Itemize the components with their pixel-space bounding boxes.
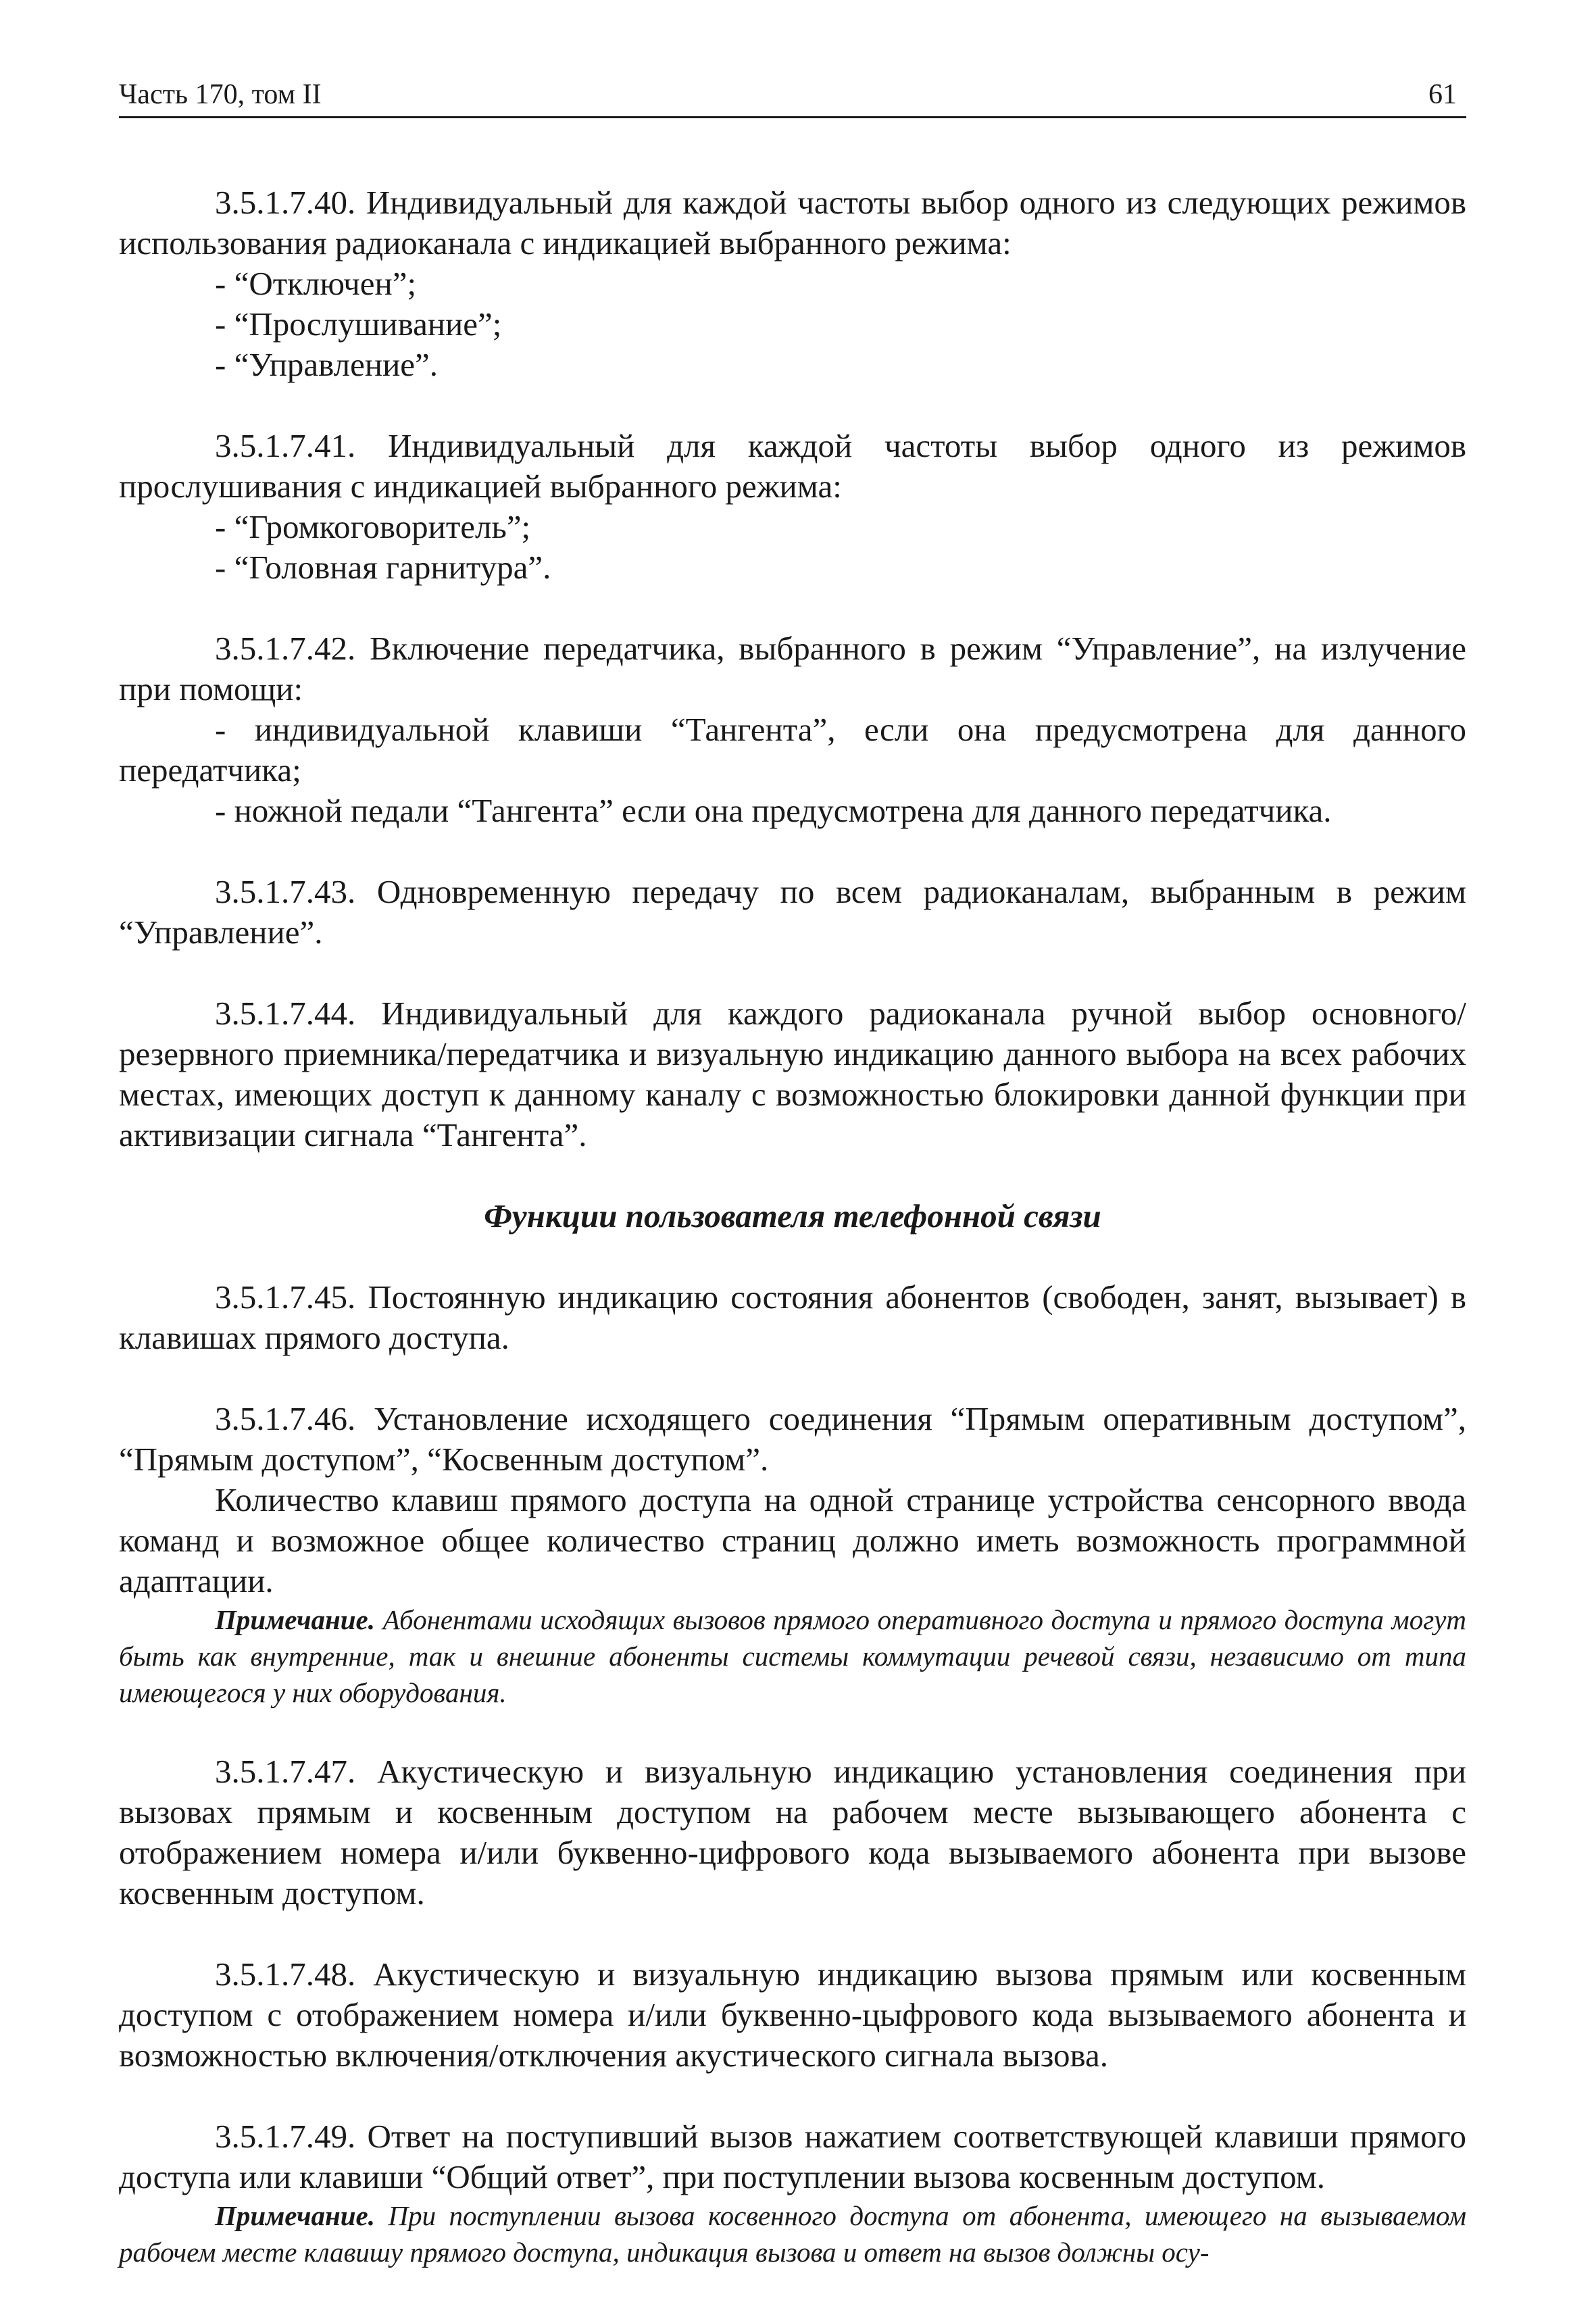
paragraph-3-5-1-7-45: 3.5.1.7.45. Постоянную индикацию состояния абонентов (свободен, занят, вызывает) в клавишах прямого доступа. [119,1278,1466,1356]
note-label: Примечание. [215,1604,375,1635]
note-text: Абонентами исходящих вызовов прямого оперативного доступа и прямого доступа могут быть как внутренние, так и внешние абоненты системы коммутации речевой связи, независимо от типа имеющегося у них оборудования. [119,1604,1466,1708]
paragraph-3-5-1-7-47: 3.5.1.7.47. Акустическую и визуальную индикацию установления соединения при вызовах прямым и косвенным доступом на рабочем месте вызывающего абонента с отображением номера и/или буквенно-цифрового кода вызываемого абонента при вызове косвенным доступом. [119,1753,1466,1912]
paragraph-3-5-1-7-44: 3.5.1.7.44. Индивидуальный для каждого радиоканала ручной выбор основного/резервного приемника/передатчика и визуальную индикацию данного выбора на всех рабочих местах, имеющих доступ к данному каналу с возможностью блокировки данной функции при активизации сигнала “Тангента”. [119,995,1466,1153]
page-number: 61 [1428,79,1457,110]
paragraph-3-5-1-7-41: 3.5.1.7.41. Индивидуальный для каждой частоты выбор одного из режимов прослушивания с индикацией выбранного режима: [119,427,1466,505]
note [119,1601,1466,1711]
list-item: - “Управление”. [215,346,439,383]
list-item: - “Отключен”; [215,265,417,302]
paragraph-3-5-1-7-48: 3.5.1.7.48. Акустическую и визуальную индикацию вызова прямым или косвенным доступом с отображением номера и/или буквенно-цыфрового кода вызываемого абонента и возможностью включения/отключения акустического сигнала вызова. [119,1956,1466,2074]
section-heading: Функции пользователя телефонной связи [484,1197,1101,1235]
list-item: - ножной педали “Тангента” если она предусмотрена для данного передатчика. [215,792,1332,829]
paragraph-3-5-1-7-42: 3.5.1.7.42. Включение передатчика, выбранного в режим “Управление”, на излучение при помощи: [119,630,1466,707]
page-body [119,182,1466,2270]
paragraph-3-5-1-7-49: 3.5.1.7.49. Ответ на поступивший вызов нажатием соответствующей клавиши прямого доступа или клавиши “Общий ответ”, при поступлении вызова косвенным доступом. [119,2118,1466,2195]
note-text: При поступлении вызова косвенного доступа от абонента, имеющего на вызываемом рабочем месте клавишу прямого доступа, индикация вызова и ответ на вызов должны осу- [119,2200,1466,2268]
paragraph-continuation: Количество клавиш прямого доступа на одной странице устройства сенсорного ввода команд и возможное общее количество страниц должно иметь возможность программной адаптации. [119,1481,1466,1599]
page-header [119,73,1466,118]
header-title: Часть 170, том II [119,79,322,110]
note [119,2197,1466,2270]
paragraph-3-5-1-7-46: 3.5.1.7.46. Установление исходящего соединения “Прямым оперативным доступом”, “Прямым доступом”, “Косвенным доступом”. [119,1400,1466,1478]
list-item: - “Прослушивание”; [215,305,502,343]
paragraph-3-5-1-7-40: 3.5.1.7.40. Индивидуальный для каждой частоты выбор одного из следующих режимов использования радиоканала с индикацией выбранного режима: [119,184,1466,262]
list-item: - “Головная гарнитура”. [215,549,551,586]
list-item: - “Громкоговоритель”; [215,508,531,545]
note-label: Примечание. [215,2200,375,2231]
list-item: - индивидуальной клавиши “Тангента”, если она предусмотрена для данного передатчика; [119,711,1466,789]
paragraph-3-5-1-7-43: 3.5.1.7.43. Одновременную передачу по всем радиоканалам, выбранным в режим “Управление”. [119,873,1466,951]
